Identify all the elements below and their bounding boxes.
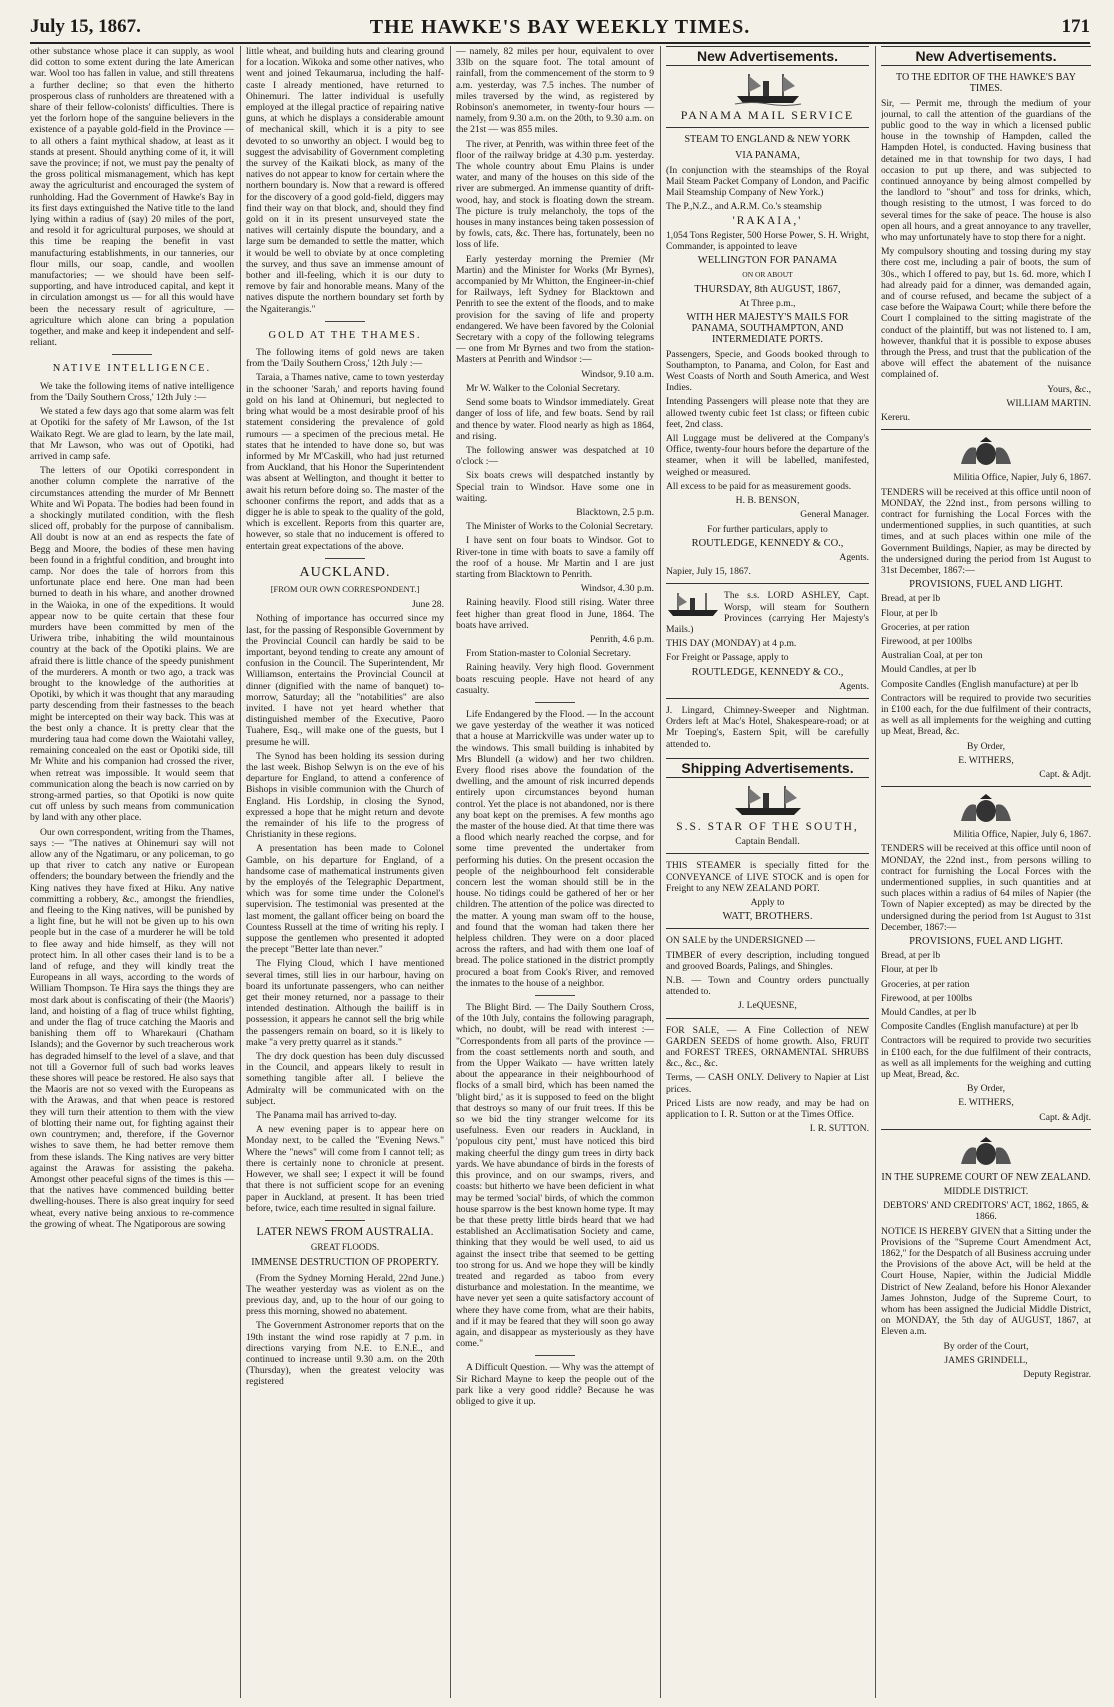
article-paragraph: From Station-master to Colonial Secretary. — [466, 648, 631, 660]
divider — [325, 321, 365, 322]
article-paragraph: Send some boats to Windsor immediately. Great danger of loss of life, and few boats. Send by rail and thence by water. Flood nearly as high as 1864, and rising. — [456, 397, 654, 442]
ad-agent: WATT, BROTHERS. — [722, 911, 813, 923]
ad-subtitle: PROVISIONS, FUEL AND LIGHT. — [909, 936, 1063, 947]
letter-closing: Yours, &c., — [1047, 383, 1091, 395]
ad-text: By Order, — [967, 1083, 1005, 1095]
article-paragraph: Our own correspondent, writing from the Thames, says :— "The natives at Ohinemuri say will not allow any of the Ngatimaru, or any policeman, to go up that river to catch any native or European offenders; the boundary between the friendly and the King natives they have fixed at Hiku. Any native committing a robbery, &c., amongst the friendlies, and fleeing to the King natives, will be punished by a light fine, but he will not be given up to his own people but in the case of a murderer he will be told to flee away and hide himself, as they will not protect him. In all other cases their land is to be a land of refuge, and they will kindly treat the Europeans in all ways, according to the words of William Thompson. Te Hira says the things they are most dark about is confiscating of their (the Maoris') land, and hoisting of a flag of truce whilst fighting, and under the flag of truce catching the Maoris and banishing them off to Wharekauri (Chatham Islands); and the Governor by such treacherous work has degraded himself to the level of a slave, and that not till a Governor full of such bad works leaves these shores will peace be restored. He also says that the Maoris are not so vexed with the Europeans as with the Arawas, and that when peace is restored they will turn their attention to them with the view of blotting their name out, for fighting against their own countrymen; and, therefore, if the Governor wishes to save them, he had better remove them from these islands. The King natives are very bitter against the Arawas for assisting the pakeha. Amongst other peaceful signs of the times is this — that the natives have commenced building better dwelling-houses. There is also great inquiry for seed wheat, every native being anxious to re-commence the growing of wheat. The Ngatiporous are sowing — [30, 826, 234, 1230]
section-heading-gold: GOLD AT THE THAMES. — [268, 329, 422, 341]
ad-text: For further particulars, apply to — [707, 523, 828, 535]
ad-text: J. Lingard, Chimney-Sweeper and Nightman. Orders left at Mac's Hotel, Shakespeare-road; or at Mr Toeping's, Eastern Spit, will be carefully attended to. — [666, 704, 869, 750]
ad-text: For Freight or Passage, apply to — [666, 652, 789, 664]
list-item: Flour, at per lb — [881, 607, 938, 619]
section-heading-australia: LATER NEWS FROM AUSTRALIA. — [256, 1225, 434, 1238]
article-paragraph: Mr W. Walker to the Colonial Secretary. — [466, 382, 621, 394]
ad-text: All Luggage must be delivered at the Company's Office, twenty-four hours before the departure of the steamer, when it will be labelled, manifested, weighed or measured. — [666, 433, 869, 478]
divider — [666, 928, 869, 929]
ad-text: Captain Bendall. — [735, 836, 800, 848]
masthead-title: THE HAWKE'S BAY WEEKLY TIMES. — [369, 16, 751, 38]
telegram-dateline: Windsor, 4.30 p.m. — [580, 583, 654, 595]
column-rule — [660, 46, 661, 1698]
ad-subtitle: WITH HER MAJESTY'S MAILS FOR PANAMA, SOUTHAMPTON, AND INTERMEDIATE PORTS. — [686, 312, 849, 346]
list-item: Mould Candles, at per lb — [881, 664, 977, 676]
ad-dateline: Napier, July 15, 1867. — [666, 566, 751, 578]
subheading: GREAT FLOODS. — [310, 1242, 380, 1253]
ad-subtitle: STEAM TO ENGLAND & NEW YORK — [684, 134, 851, 146]
ad-title: S.S. STAR OF THE SOUTH, — [676, 820, 859, 833]
letter-text: Sir, — Permit me, through the medium of your journal, to call the attention of the guardians of the public good to the way in which a licensed public house in the township of Hampden, called the Hampden Hotel, is conducted. Having business that detained me in that township for two days, I had occasion to put up there, and was subjected to continued annoyance by being almost compelled by the landlord to "shout" and toss for drinks, which, though resisting to the utmost, I was forced to do several times for the sake of peace. The house is also open all hours, and a great annoyance to any traveller, who may unfortunately have to stop there for a night. — [881, 97, 1091, 244]
ad-text: TENDERS will be received at this office until noon of MONDAY, the 22nd inst., from persons willing to contract for furnishing the Local Forces with the undermentioned supplies, in such quantities, at such times, and at such places within one mile of the Government Buildings, Napier, as may be directed by the undersigned during the period from 1st August to 31st December, 1867:— — [881, 486, 1091, 576]
divider — [325, 558, 365, 559]
article-paragraph: A presentation has been made to Colonel Gamble, on his departure for England, of a handsome case of mathematical instruments given by the employés of the Telegraphic Department, which was for some time under the Colonel's supervision. The testimonial was presented at the last moment, the gallant officer being on board the Countess Russell at the time of writing his reply. I suppose the gentlemen who presented it adopted the precept "Better late than never." — [246, 843, 444, 956]
correspondent-note: [FROM OUR OWN CORRESPONDENT.] — [270, 583, 420, 594]
court-district: MIDDLE DISTRICT. — [943, 1186, 1029, 1198]
ad-title: ON SALE by the UNDERSIGNED — — [666, 935, 815, 947]
ad-text: All excess to be paid for as measurement goods. — [666, 480, 852, 492]
telegram-dateline: Penrith, 4.6 p.m. — [590, 633, 654, 645]
article-paragraph: Nothing of importance has occurred since my last, for the passing of Responsible Government by the Provincial Council can hardly be said to be important, beyond tending to create any amount of confusion in the Council. The Superintendent, Mr Williamson, entertains the Provincial Council at dinner (dignified with the name of banquet) to-morrow, Saturday; all the "notabilities" are also invited. I have not yet heard whether that distinguished member of the Executive, Paoro Tuahere, Esq., will make one of the guests, but I presume he will. — [246, 613, 444, 748]
column-rule — [450, 46, 451, 1698]
article-paragraph: Life Endangered by the Flood. — In the account we gave yesterday of the weather it was noticed that a house at Marrickville was under water up to the windows. This small building is inhabited by Mrs Blundell (a widow) and her two children. Every flood rises above the foundation of the dwelling, and the amount of risk incurred depends entirely upon circumstances beyond human control. Yet the place is not abandoned, nor is there any boat kept on the premises. A few months ago the master of the house died. At that time there was a flood which nearly reached the corpse, and for some time prevented the undertaker from performing his duties. On the present occasion the people of the neighbourhood felt considerable concern lest the woman should still be in the house. No tidings could be gathered of her or her children. The attention of the police was directed to the matter. A young man swam off to the house, and found that the woman had taken there her helpless children. They were on a door placed across the rafters, and had with them one loaf of bread. The police stationed in the district promptly procured a boat from Cook's River, and removed the inmates to the house of a neighbor. — [456, 708, 654, 989]
list-item: Australian Coal, at per ton — [881, 650, 983, 662]
article-paragraph: The river, at Penrith, was within three feet of the floor of the railway bridge at 4.30 p.m. yesterday. The whole country about Emu Plains is under water, and many of the houses on this side of the river are submerged. An immense quantity of drift-wood, hay, and stock is floating down the stream. The picture is truly melancholy, the tops of the houses in many instances being taken possession of by fowls, cats, &c. There has, fortunately, been no loss of life. — [456, 138, 654, 251]
ad-text: NOTICE IS HEREBY GIVEN that a Sitting under the Provisions of the "Supreme Court Amendment Act, 1862," for the Despatch of all Business accruing under the Provisions of the above Act, will be held at the Court House, Napier, within the Judicial Middle District of New Zealand, before his Honor Alexander James Johnston, Judge of the Supreme Court, to whom has been assigned the Judicial Middle District, on MONDAY, the 5th day of AUGUST, 1867, at Eleven a.m. — [881, 1225, 1091, 1338]
list-item: Bread, at per lb — [881, 593, 941, 605]
ad-signature: I. R. SUTTON. — [809, 1123, 869, 1135]
ad-text: TENDERS will be received at this office until noon of MONDAY, the 22nd inst., from persons willing to contract for furnishing the Local Forces with the undermentioned supplies, in such quantities and at such places within a radius of 64 miles of Napier (the Town of Napier excepted) as may be directed by the undersigned during the period from 1st August to 31st December, 1867:— — [881, 843, 1091, 933]
ad-text: By Order, — [967, 740, 1005, 752]
list-item: Bread, at per lb — [881, 950, 941, 962]
ad-signature: E. WITHERS, — [958, 1097, 1014, 1109]
ad-text: N.B. — Town and Country orders punctually attended to. — [666, 974, 869, 998]
article-paragraph: Taraia, a Thames native, came to town yesterday in the schooner 'Sarah,' and reports having found gold on his land at Ohinemuri, but neglected to bring what would be a most desirable proof of his statement considering the prevalence of gold rumours — a specimen of the precious metal. He states that he intended to have done so, but was informed by Mr M'Caskill, who had just returned from Auckland, that his Honor the Superintendent was absent at Wellington, and thought it better to await his return before doing so. The master of the schooner confirms the report, and adds that as a digger he is able to speak to the quality of the gold, which is excellent. Reports from this quarter are, however, so stale that no inducement is offered to entertain great expectations of the above. — [246, 372, 444, 552]
divider — [881, 786, 1091, 787]
divider — [535, 1355, 575, 1356]
article-paragraph: little wheat, and building huts and clearing ground for a location. Wikoka and some other natives, who went and joined Tekaumarua, including the half-caste I already mentioned, have returned to Ohinemuri. The latter individual is usefully employed at the illegal practice of repairing native guns, at which he displays a considerable amount of mechanical skill, which it is a pity to see devoted to so unworthy an object. I would beg to suggest the advisability of Government completing the survey of the Kaikati block, as many of the natives do not appear to know for certain where the northern boundary is. Now that a reward is offered for the discovery of a good gold-field, diggers may find their way on that block, and, should they find gold on it in its present unsurveyed state the natives will certainly dispute the boundary, and a large sum be demanded to settle the matter, which it would be well to obviate by at once completing the survey, and thus save an immense amount of bother and ill-feeling, which it is our duty to remove by fair and honorable means. Many of the natives dispute the northern boundary set forth by the Ngaiterangis." — [246, 46, 444, 315]
ad-text: Passengers, Specie, and Goods booked through to Southampton, to Panama, and Colon, for East and West Coasts of North and South America, and West Indies. — [666, 348, 869, 394]
letter-place: Kereru. — [881, 412, 911, 424]
ad-text: THIS DAY (MONDAY) at 4 p.m. — [666, 638, 797, 650]
subheading: IMMENSE DESTRUCTION OF PROPERTY. — [251, 1257, 439, 1269]
list-item: Flour, at per lb — [881, 964, 938, 976]
article-paragraph: The Blight Bird. — The Daily Southern Cross, of the 10th July, contains the following paragraph, which, no doubt, will be read with interest :— "Correspondents from all parts of the province — from the coast settlements north and south, and from the Upper Waikato — have written lately about the appearance in their neighbourhood of flocks of a small bird, which has been named the 'blight bird,' as it is supposed to feed on the blight that destroys so many of our fruit trees. If this be so we bid the tiny stranger welcome for its usefulness. Even our readers in Auckland, in 'populous city pent,' must have noticed this bird making cheerful the dingy gum trees in dirty back yards. We have abundance of birds in the forests of this province, and on our swamps, rivers, and coasts: but hitherto we have been deficient in what may be termed 'social' birds, of which the common house sparrow is the best known home type. It may be that these pretty little birds heard that we had established an Acclimatisation Society and came, thinking that they would be well used, to aid us against the insect tribe that seemed to be getting too strong for us. And we hope they will be kindly treated and regarded as taboo from every disturbance and molestation. In the meantime, we have never yet seen a quite satisfactory account of where they have come from, what are their habits, and if it may be feared that they will soon go away again, and disappear as mysteriously as they have come." — [456, 1002, 654, 1350]
article-paragraph: Raining heavily. Flood still rising. Water three feet higher than great flood in June, 1864. The boats have arrived. — [456, 597, 654, 631]
article-paragraph: (From the Sydney Morning Herald, 22nd June.) The weather yesterday was as violent as on the previous day, and, up to the hour of our going to press this morning, showed no abatement. — [246, 1272, 444, 1318]
royal-crest-icon — [956, 793, 1016, 825]
letter-heading: TO THE EDITOR OF THE HAWKE'S BAY TIMES. — [896, 72, 1076, 95]
shipping-advertisements-header: Shipping Advertisements. — [666, 758, 869, 778]
article-paragraph: A new evening paper is to appear here on Monday next, to be called the "Evening News." Where the "news" will come from I cannot tell; as there is certainly none to chronicle at present. However, we shall see; I expect it will be found that there is not sufficient scope for an evening paper in Auckland, at present. It has been tried before, twice, each time resulted in signal failure. — [246, 1124, 444, 1214]
ad-subtitle: VIA PANAMA, — [735, 149, 800, 161]
article-paragraph: The letters of our Opotiki correspondent in another column complete the narrative of the circumstances attending the murder of Mr Bennett White and Wi Popata. The bodies had been found in a shockingly mutilated condition, with the flesh sliced off, probably for the purpose of cannibalism. All doubt is now at an end as respects the fate of Begg and Moore, the bodies of these men having been found in a frightful condition, and brought into camp. Nor does the tale of horrors from this unfortunate place end here. One man had been burned to death in his whare, and another drowned in the Waioka, in one of the expeditions. It would appear now to be quite certain that these four murders have been committed by men of the Uriwera tribe, inhabiting the wild mountainous country at the back of the Opotiki plains. We are afraid there is little chance of the speedy punishment of the murderers. A month or two ago, a track was brought to the knowledge of the authorities at Opotiki, by which it was thought that any marauding party descending from their fastnesses to the beach might be intercepted on their way back. This was at the best only a chance. It is pretty clear that the murdering taua had come down the Waiotahi valley, remaining concealed on the east or Opotiki side, till Mr White and his companion had crossed the river, when retreat was impossible. It would seem that communication along the beach is now carried on by strong-armed parties, so that Opotiki is now quite cut off unless by such means from communication by land with any other place. — [30, 465, 234, 824]
ad-signature: J. LeQUESNE, — [738, 1000, 797, 1012]
column-rule — [240, 46, 241, 1698]
ad-text: Contractors will be required to provide two securities in £100 each, for the due fulfilment of their contracts, as well as all implements for the weighing and cutting up Meat, Bread, &c. — [881, 1035, 1091, 1081]
ad-subtitle: PROVISIONS, FUEL AND LIGHT. — [909, 579, 1063, 591]
royal-crest-icon — [956, 436, 1016, 468]
column-4-advertisements — [666, 46, 869, 1696]
ad-agent-title: Agents. — [839, 680, 869, 692]
article-paragraph: The Government Astronomer reports that on the 19th instant the wind rose rapidly at 7 p.m. in directions varying from N.E. to E.N.E., and continued to increase until 9.30 a.m. on the 20th (Thursday), when the greatest velocity was registered — [246, 1320, 444, 1388]
article-paragraph: Early yesterday morning the Premier (Mr Martin) and the Minister for Works (Mr Byrnes), accompanied by Mr Whitton, the Engineer-in-chief for Railways, left Sydney for Blacktown and Penrith to see the extent of the floods, and to make provision for the saving of life and property endangered. We have been favored by the Colonial Secretary with a copy of the following telegrams — one from Mr Byrnes and two from the station-Masters at Penrith and Windsor :— — [456, 253, 654, 366]
court-acts: DEBTORS' AND CREDITORS' ACT, 1862, 1865, & 1866. — [883, 1200, 1089, 1223]
list-item: Mould Candles, at per lb — [881, 1007, 977, 1019]
ad-dateline: Militia Office, Napier, July 6, 1867. — [953, 829, 1091, 841]
article-paragraph: The Flying Cloud, which I have mentioned several times, still lies in our harbour, having on board its unfortunate passengers, who can neither get their money returned, nor a passage to their intended destination. Although the bailiff is in possession, it appears he cannot sell the brig while the passengers remain on board, so it is likely to make "a very pretty quarrel as it stands." — [246, 958, 444, 1048]
list-item: Groceries, at per ration — [881, 621, 970, 633]
page-number: 171 — [1061, 16, 1090, 37]
divider — [535, 995, 575, 996]
article-paragraph: Six boats crews will despatched instantly by Special train to Windsor. Have some one in waiting. — [456, 470, 654, 504]
ad-text: Intending Passengers will please note that they are allowed twenty cubic feet 1st class; or fifteen cubic feet, 2nd class. — [666, 396, 869, 430]
ad-agent: ROUTLEDGE, KENNEDY & CO., — [691, 537, 844, 549]
steamship-icon — [666, 592, 720, 618]
list-item: Firewood, at per 100lbs — [881, 992, 973, 1004]
divider — [535, 702, 575, 703]
ad-title: PANAMA MAIL SERVICE — [680, 108, 855, 123]
ad-text: ON OR ABOUT — [742, 270, 793, 280]
divider — [666, 1018, 869, 1019]
ad-signature: JAMES GRINDELL, — [944, 1354, 1028, 1366]
article-paragraph: The dry dock question has been duly discussed in the Council, and appears likely to result in something tangible after all. I believe the Admiralty will be communicated with on the subject. — [246, 1051, 444, 1107]
ad-text: (In conjunction with the steamships of the Royal Mail Steam Packet Company of London, and Pacific Mail Steamship Company of New York.) — [666, 164, 869, 199]
column-5-advertisements — [881, 46, 1091, 1696]
divider — [666, 853, 869, 854]
ad-text: FOR SALE, — A Fine Collection of NEW GARDEN SEEDS of home growth. Also, FRUIT and FOREST TREES, ORNAMENTAL SHRUBS &c., &c., &c. — [666, 1024, 869, 1070]
new-advertisements-header: New Advertisements. — [881, 46, 1091, 66]
masthead-date: July 15, 1867. — [30, 16, 141, 37]
ad-signature-title: Capt. & Adjt. — [1039, 1111, 1091, 1123]
ad-signature-title: General Manager. — [800, 509, 869, 521]
column-rule — [875, 46, 876, 1698]
ad-agent: ROUTLEDGE, KENNEDY & CO., — [691, 666, 844, 678]
ad-signature-title: Capt. & Adjt. — [1039, 768, 1091, 780]
divider — [881, 1129, 1091, 1130]
new-advertisements-header: New Advertisements. — [666, 46, 869, 66]
ad-text: Priced Lists are now ready, and may be had on application to I. R. Sutton or at the Times Office. — [666, 1097, 869, 1121]
divider — [666, 127, 869, 128]
ad-text: Contractors will be required to provide two securities in £100 each, for the due fulfilment of their contracts, as well as all implements for the weighing and cutting up Meat, Bread, &c. — [881, 692, 1091, 738]
court-title: IN THE SUPREME COURT OF NEW ZEALAND. — [881, 1171, 1091, 1183]
ad-text: The P.,N.Z., and A.R.M. Co.'s steamship — [666, 201, 822, 213]
article-paragraph: Raining heavily. Very high flood. Government boats rescuing people. Have not heard of any casualty. — [456, 662, 654, 696]
divider — [881, 429, 1091, 430]
ad-text: THIS STEAMER is specially fitted for the CONVEYANCE of LIVE STOCK and is open for Freight to any NEW ZEALAND PORT. — [666, 860, 869, 894]
dateline: June 28. — [412, 599, 444, 611]
article-paragraph: other substance whose place it can supply, as wool did cotton to some extent during the late American war. Wool too has fallen in value, and still threatens a further decline; so that even the hitherto prosperous class of runholders are threatened with a share of their fellow-colonists' difficulties. There is yet the forlorn hope of the sanguine believers in the existence of a payable gold-field in the Province — to all others a faint mythical shadow, at least as it stands at present. Should anything come of it, it will save the province; if not, we must pay the penalty of the gross political mismanagement, which has kept away the agriculturist and encouraged the system of runholding. Had the Government of Hawke's Bay in its first days extinguished the Native title to the land lying within a radius of (say) 20 miles of the port, and resold it for agricultural purposes, we should at this time be reaping the benefit in vast manufacturing establishments, in our tanneries, our flour mills, our soap, candle, and woollen manufactories; — we should have been self-supporting, and have introduced capital, and kept it in circulation amongst us — for all this would have been the necessary result of agriculture, — agriculture which alone can bring a population together, and make and keep it independent and self-reliant. — [30, 46, 234, 349]
list-item: Composite Candles (English manufacture) at per lb — [881, 1021, 1079, 1033]
section-heading-auckland: AUCKLAND. — [299, 564, 391, 580]
column-1 — [30, 46, 234, 1696]
list-item: Groceries, at per ration — [881, 978, 970, 990]
ad-text: By order of the Court, — [943, 1340, 1029, 1352]
supplies-list — [881, 950, 1091, 1032]
telegram-dateline: Blacktown, 2.5 p.m. — [576, 506, 654, 518]
ad-signature-title: Deputy Registrar. — [1023, 1369, 1091, 1381]
article-paragraph: We take the following items of native intelligence from the 'Daily Southern Cross,' 12th July :— — [30, 380, 234, 403]
ad-signature: H. B. BENSON, — [735, 495, 800, 507]
ad-text: TIMBER of every description, including tongued and grooved Boards, Palings, and Shingles. — [666, 949, 869, 972]
divider — [112, 354, 152, 355]
supplies-list — [881, 593, 1091, 689]
ad-agent-title: Agents. — [839, 551, 869, 563]
ship-name: 'RAKAIA,' — [732, 214, 803, 227]
article-paragraph: The Panama mail has arrived to-day. — [256, 1110, 397, 1122]
list-item: Composite Candles (English manufacture) at per lb — [881, 678, 1079, 690]
ad-text: At Three p.m., — [739, 297, 796, 309]
masthead — [30, 14, 1090, 44]
letter-signature: WILLIAM MARTIN. — [1006, 397, 1091, 409]
article-paragraph: We stated a few days ago that some alarm was felt at Opotiki for the safety of Mr Lawson, of the 1st Waikato Regt. We are glad to learn, by the late mail, that Mr Lawson, who was out of Opotiki, had arrived in camp safe. — [30, 406, 234, 462]
article-paragraph: I have sent on four boats to Windsor. Got to River-tone in time with boats to save a family off the roof of a house. Mr Martin and I are just starting from Blacktown to Penrith. — [456, 535, 654, 580]
article-paragraph: The Synod has been holding its session during the last week. Bishop Selwyn is on the eve of his departure for England, to attend a conference of Bishops in visible communion with the Church of England. His Lordship, in closing the Synod, expressed a hope that he might return and devote the remainder of his life to the progress of Christianity in these regions. — [246, 750, 444, 841]
article-paragraph: The following answer was despatched at 10 o'clock :— — [456, 444, 654, 468]
article-paragraph: — namely, 82 miles per hour, equivalent to over 33lb on the square foot. The total amount of rainfall, from the commencement of the storm to 9 a.m. yesterday, was 7.5 inches. The number of miles traversed by the wind, as registered by Robinson's anemometer, in twenty-four hours — namely, from 9.30 a.m. on the 20th, to 9.30 a.m. on the 21st — was 855 miles. — [456, 46, 654, 136]
section-heading-native-intelligence: NATIVE INTELLIGENCE. — [52, 363, 212, 375]
letter-text: My compulsory shouting and tossing during my stay there cost me, including a pair of boots, the sum of 30s., which I offered to pay, but 1s. 6d. more, which I had already paid for a dinner, was demanded again, and of course refused, and became the subject of a case before the Waipawa Court; while there before the Court I complained to the sitting magistrate of the conduct of the plaintiff, but was not listened to. I am, however, thankful that it is possible to expose abuses through the Press, and trust that the publication of the above will effect the abatement of the nuisance complained of. — [881, 246, 1091, 381]
ad-dateline: Militia Office, Napier, July 6, 1867. — [953, 472, 1091, 484]
telegram-dateline: Windsor, 9.10 a.m. — [581, 368, 654, 380]
ad-subtitle: WELLINGTON FOR PANAMA — [697, 255, 838, 267]
divider — [325, 1220, 365, 1221]
steamship-icon — [731, 784, 805, 818]
ad-date: THURSDAY, 8th AUGUST, 1867, — [694, 283, 841, 295]
ad-text: Apply to — [750, 896, 785, 908]
article-paragraph: A Difficult Question. — Why was the attempt of Sir Richard Mayne to keep the people out of the park like a very good riddle? Because he was obliged to give it up. — [456, 1362, 654, 1407]
column-3 — [456, 46, 654, 1696]
divider — [666, 583, 869, 584]
article-paragraph: The following items of gold news are taken from the 'Daily Southern Cross,' 12th July :— — [246, 347, 444, 370]
royal-crest-icon — [956, 1136, 1016, 1168]
ad-text: The s.s. LORD ASHLEY, Capt. Worsp, will steam for Southern Provinces (carrying Her Majesty's Mails.) — [666, 590, 869, 635]
list-item: Firewood, at per 100lbs — [881, 635, 973, 647]
article-paragraph: The Minister of Works to the Colonial Secretary. — [466, 521, 654, 533]
divider — [666, 698, 869, 699]
ad-text: Terms, — CASH ONLY. Delivery to Napier at List prices. — [666, 1072, 869, 1095]
ad-signature: E. WITHERS, — [958, 754, 1014, 766]
column-2 — [246, 46, 444, 1696]
steamship-icon — [733, 72, 803, 106]
ad-text: 1,054 Tons Register, 500 Horse Power, S. H. Wright, Commander, is appointed to leave — [666, 229, 869, 253]
